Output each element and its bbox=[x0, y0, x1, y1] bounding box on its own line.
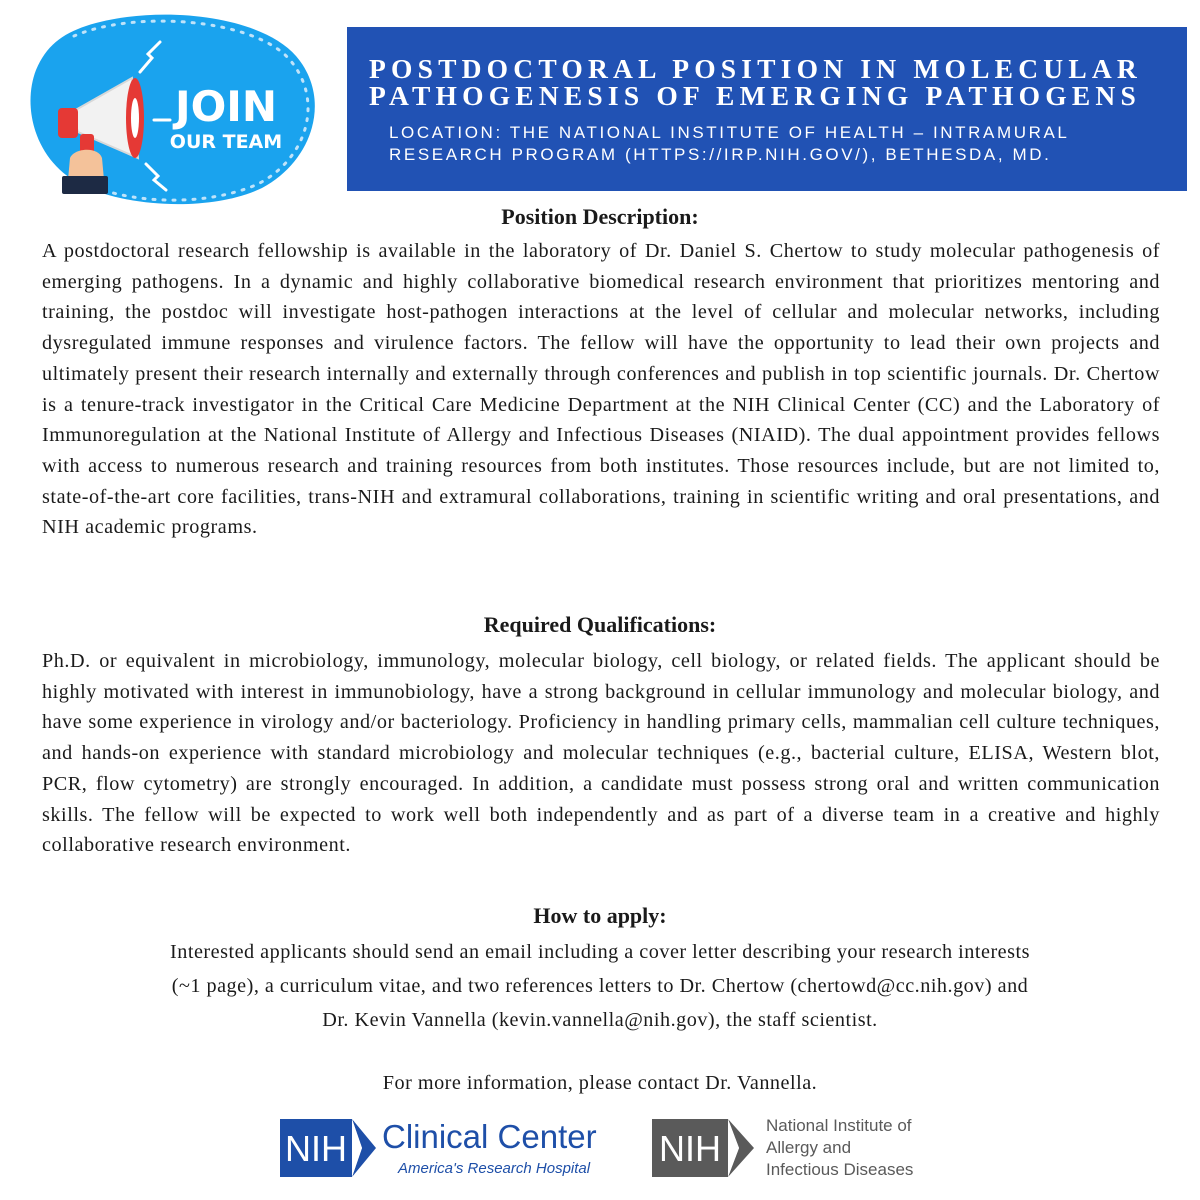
clinical-center-name: Clinical Center bbox=[382, 1118, 597, 1155]
nih-cc-mark bbox=[278, 1113, 378, 1183]
how-to-apply-line3: Dr. Kevin Vannella (kevin.vannella@nih.gov), the staff scientist. bbox=[322, 1009, 878, 1031]
nih-niaid-mark bbox=[650, 1113, 760, 1183]
niaid-name-line1: National Institute of bbox=[766, 1116, 912, 1135]
niaid-logo bbox=[650, 1113, 950, 1183]
banner-title-line2: PATHOGENESIS OF EMERGING PATHOGENS bbox=[369, 80, 1141, 111]
banner-title-line1: POSTDOCTORAL POSITION IN MOLECULAR bbox=[369, 53, 1142, 84]
required-qualifications-heading: Required Qualifications: bbox=[483, 612, 717, 637]
more-info-text: For more information, please contact Dr. Vannella. bbox=[382, 1072, 818, 1094]
banner-location-line2: RESEARCH PROGRAM (HTTPS://IRP.NIH.GOV/), BETHESDA, MD. bbox=[389, 145, 1052, 164]
position-description-body: A postdoctoral research fellowship is available in the laboratory of Dr. Daniel S. Chertow to study molecular pathogenesis of emerging pathogens. In a dynamic and highly collaborative biomedical research environment that prioritizes mentoring and training, the postdoc will investigate host-pathogen interactions at the level of cellular and molecular networks, including dysregulated immune responses and virulence factors. The fellow will have the opportunity to lead their own projects and ultimately present their research internally and externally through conferences and publish in top scientific journals. Dr. Chertow is a tenure-track investigator in the Critical Care Medicine Department at the NIH Clinical Center (CC) and the Laboratory of Immunoregulation at the National Institute of Allergy and Infectious Diseases (NIAID). The dual appointment provides fellows with access to numerous research and training resources from both institutes. Those resources include, but are not limited to, state-of-the-art core facilities, trans-NIH and extramural collaborations, training in scientific writing and oral presentations, and NIH academic programs. bbox=[42, 240, 1160, 539]
how-to-apply-line2: (~1 page), a curriculum vitae, and two references letters to Dr. Chertow (chertowd@cc.nih.gov) and bbox=[171, 975, 1029, 997]
nih-niaid-mark-text: NIH bbox=[659, 1128, 721, 1169]
niaid-name-line3: Infectious Diseases bbox=[766, 1160, 914, 1179]
clinical-center-tagline: America's Research Hospital bbox=[398, 1160, 591, 1177]
join-our-team-badge bbox=[14, 8, 344, 208]
how-to-apply-line1: Interested applicants should send an email including a cover letter describing your research interests bbox=[170, 941, 1030, 963]
nih-cc-mark-text: NIH bbox=[285, 1128, 347, 1169]
niaid-name-line2: Allergy and bbox=[766, 1138, 852, 1157]
how-to-apply-heading: How to apply: bbox=[533, 903, 667, 928]
badge-line2: OUR TEAM bbox=[169, 131, 283, 153]
required-qualifications-body: Ph.D. or equivalent in microbiology, immunology, molecular biology, cell biology, or related fields. The applicant should be highly motivated with interest in immunobiology, have a strong background in cellular immunology and molecular biology, and have some experience in virology and/or bacteriology. Proficiency in handling primary cells, mammalian cell culture techniques, and hands-on experience with standard microbiology and molecular techniques (e.g., bacterial culture, ELISA, Western blot, PCR, flow cytometry) are strongly encouraged. In addition, a candidate must possess strong oral and written communication skills. The fellow will be expected to work well both independently and as part of a diverse team in a creative and highly collaborative research environment. bbox=[42, 650, 1160, 857]
badge-line1: JOIN bbox=[174, 82, 278, 131]
banner-location-line1: LOCATION: THE NATIONAL INSTITUTE OF HEALTH – INTRAMURAL bbox=[389, 123, 1070, 142]
nih-clinical-center-logo bbox=[278, 1113, 618, 1183]
title-banner bbox=[347, 27, 1187, 191]
position-description-heading: Position Description: bbox=[501, 204, 699, 229]
